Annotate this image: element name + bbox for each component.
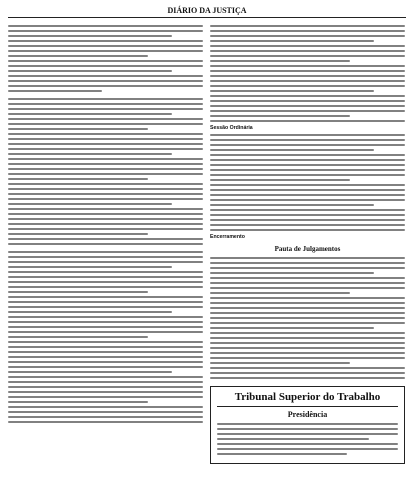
pauta-section-title: Pauta de Julgamentos — [274, 245, 341, 253]
right-entry-1: Sessão Ordinária — [210, 125, 253, 131]
right-entry-2: Encerramento — [210, 234, 245, 240]
right-column — [210, 22, 405, 464]
content-columns — [8, 22, 406, 464]
tst-box-title: Tribunal Superior do Trabalho — [234, 391, 381, 403]
tst-box-divider — [217, 406, 398, 407]
right-text-block-1 — [210, 25, 405, 122]
left-text-block-1 — [8, 25, 203, 92]
tst-box-text — [217, 423, 398, 455]
right-text-block-3 — [210, 257, 405, 379]
left-text-block-3 — [8, 251, 203, 423]
left-column — [8, 22, 203, 464]
publication-title: DIÁRIO DA JUSTIÇA — [167, 6, 247, 15]
tst-box-subtitle: Presidência — [287, 410, 328, 419]
right-text-block-2 — [210, 134, 405, 231]
tst-box — [210, 386, 405, 464]
left-text-block-2 — [8, 98, 203, 245]
page-header — [8, 6, 406, 18]
